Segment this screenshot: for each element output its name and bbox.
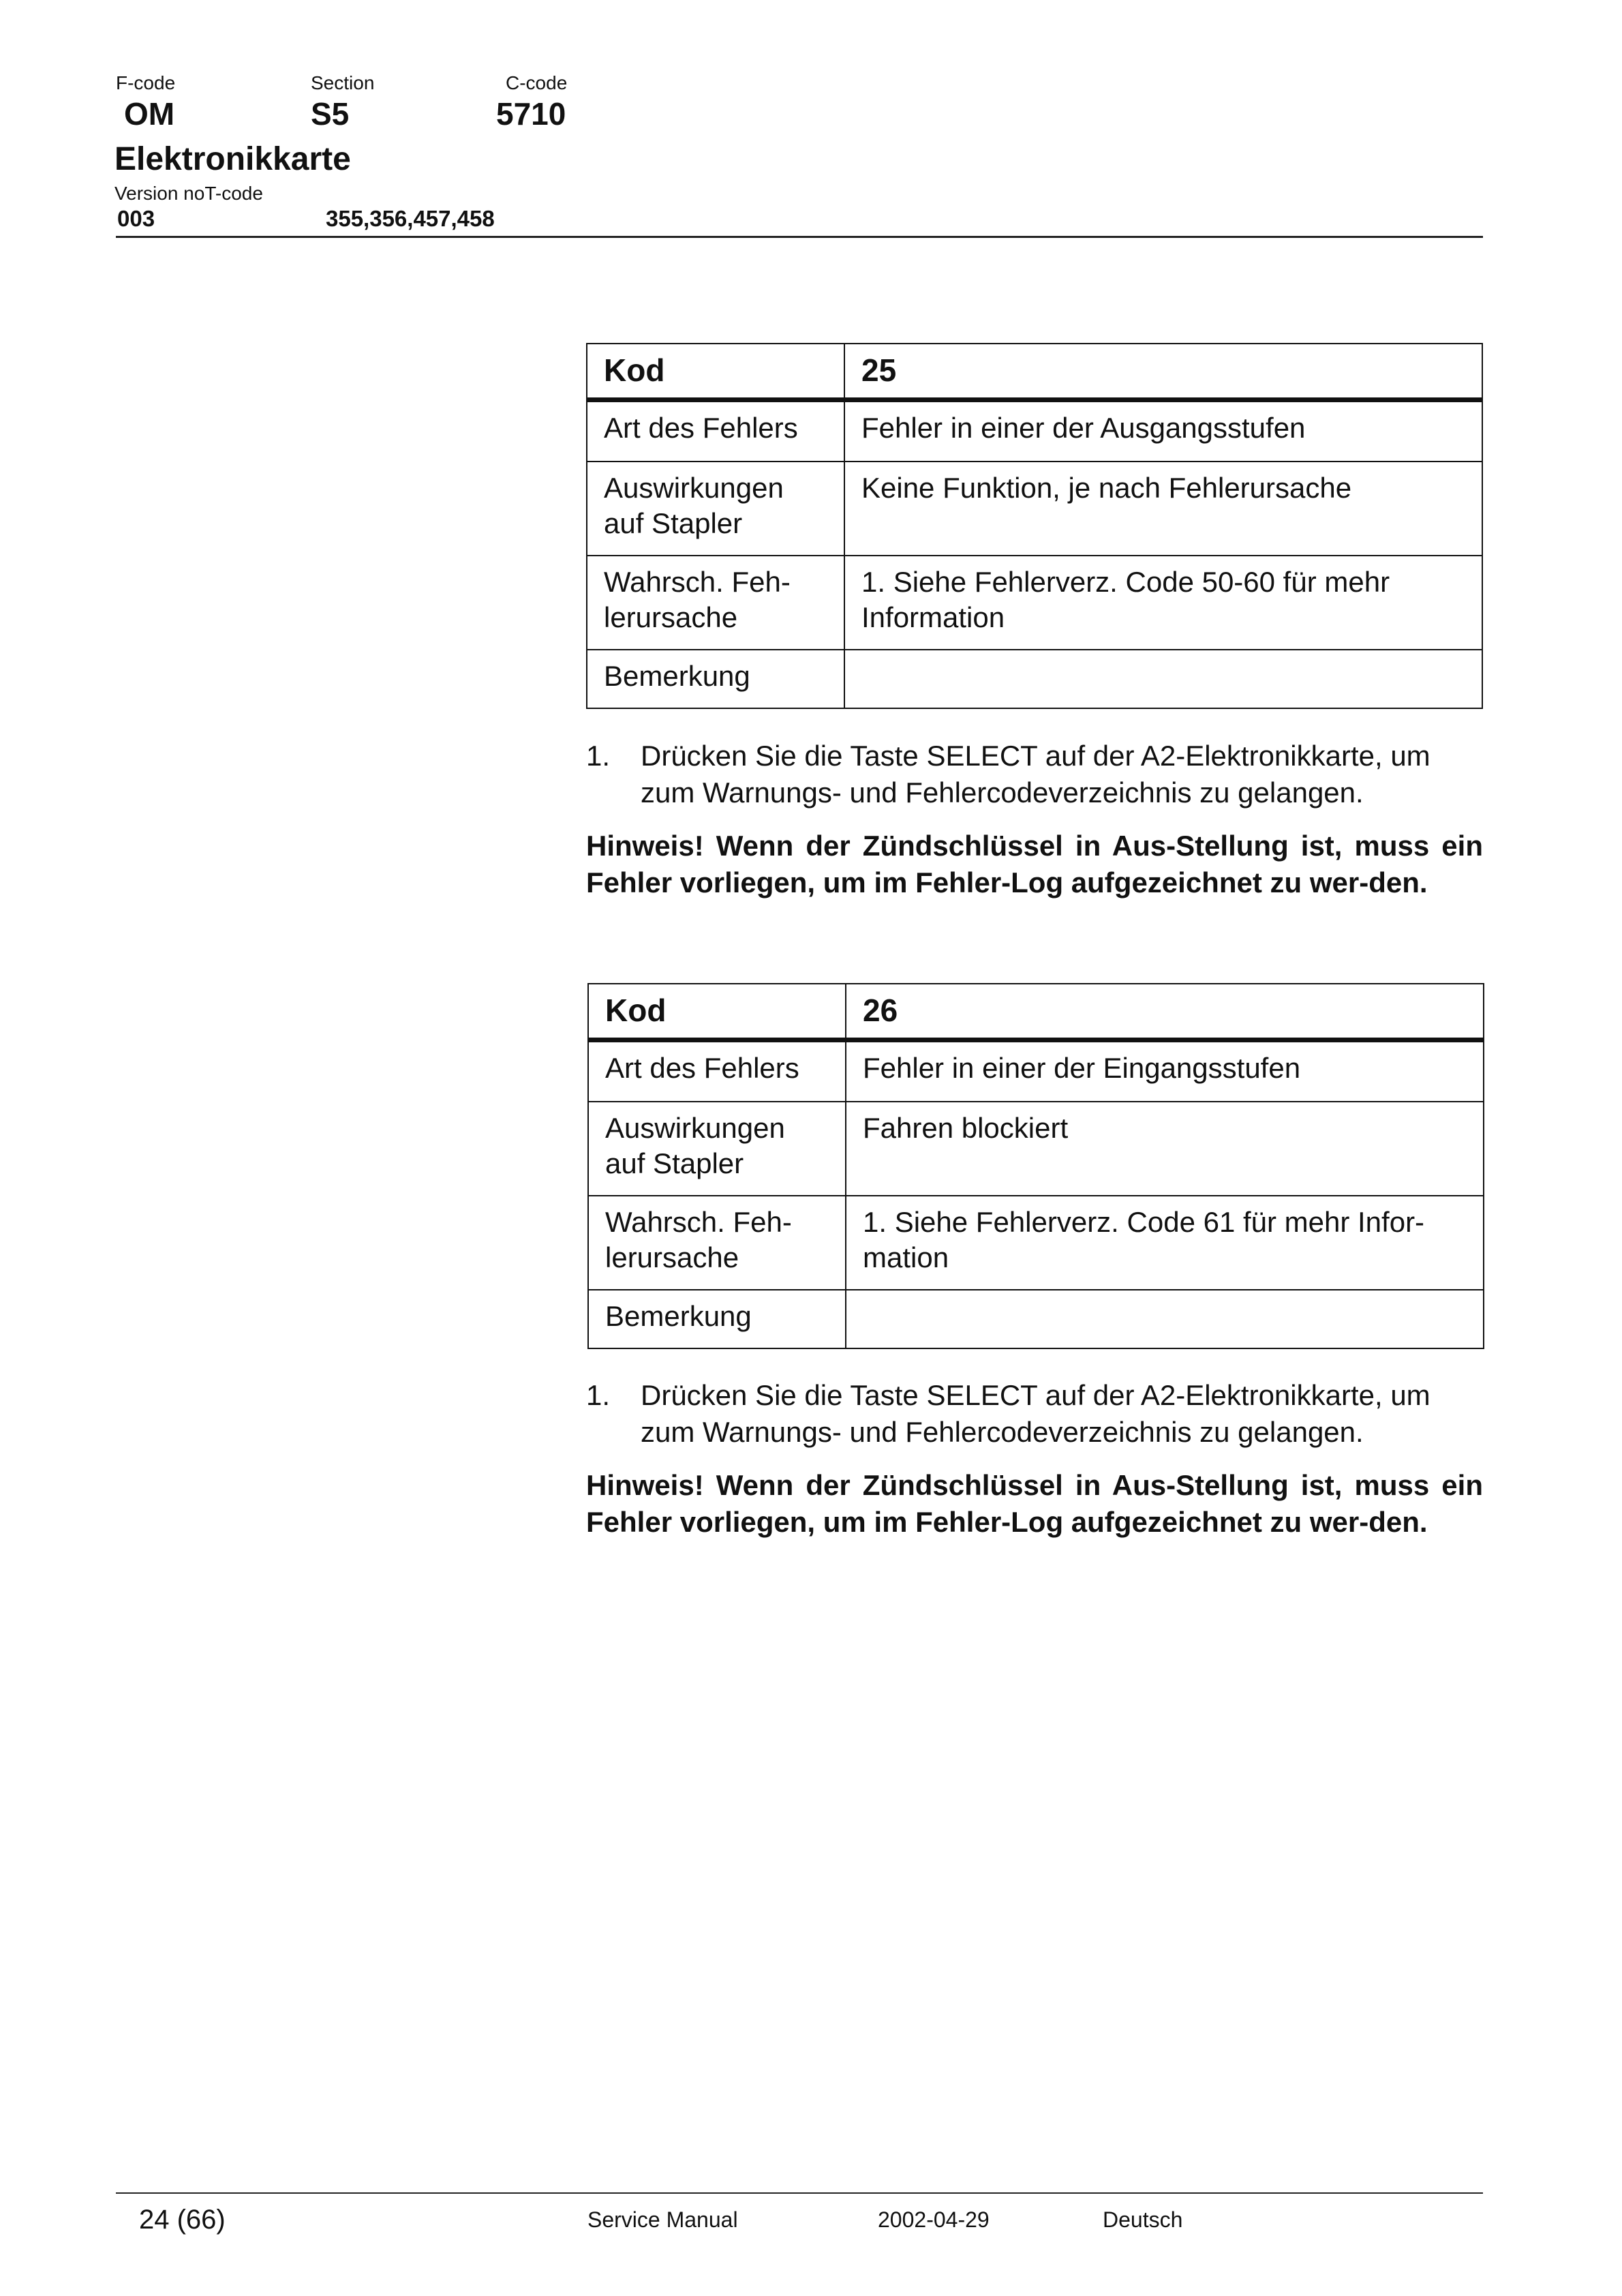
auswirkungen-label: Auswirkungen auf Stapler xyxy=(588,1102,846,1196)
kod-value: 26 xyxy=(846,984,1484,1040)
ursache-label: Wahrsch. Feh-lerursache xyxy=(587,556,844,650)
instruction-step xyxy=(586,738,1483,811)
art-label: Art des Fehlers xyxy=(587,400,844,462)
page-title: Elektronikkarte xyxy=(114,141,351,177)
document-date: 2002-04-29 xyxy=(878,2207,990,2232)
header-rule xyxy=(116,236,1483,238)
kod-value: 25 xyxy=(844,344,1482,400)
version-label: Version noT-code xyxy=(114,183,263,204)
auswirkungen-label: Auswirkungen auf Stapler xyxy=(587,462,844,556)
bemerkung-label: Bemerkung xyxy=(587,650,844,708)
document-type: Service Manual xyxy=(587,2207,738,2232)
page-number: 24 (66) xyxy=(139,2205,226,2235)
instruction-step xyxy=(586,1377,1483,1451)
ursache-value: 1. Siehe Fehlerverz. Code 50-60 für mehr Information xyxy=(844,556,1482,650)
tcode-list: 355,356,457,458 xyxy=(326,206,495,231)
ccode-label: C-code xyxy=(506,72,568,93)
step-number: 1. xyxy=(586,1379,611,1411)
step-number: 1. xyxy=(586,740,611,772)
art-value: Fehler in einer der Ausgangsstufen xyxy=(844,400,1482,462)
hinweis-note: Hinweis! Wenn der Zündschlüssel in Aus-Stellung ist, muss ein Fehler vorliegen, um im Fehler-Log aufgezeichnet zu wer-den. xyxy=(586,830,1483,898)
auswirkungen-value: Fahren blockiert xyxy=(846,1102,1484,1196)
error-code-table-26 xyxy=(587,983,1484,1349)
step-text: Drücken Sie die Taste SELECT auf der A2-Elektronikkarte, um zum Warnungs- und Fehlercodeverzeichnis zu gelangen. xyxy=(641,1379,1430,1448)
kod-label: Kod xyxy=(587,344,844,400)
step-text: Drücken Sie die Taste SELECT auf der A2-Elektronikkarte, um zum Warnungs- und Fehlercodeverzeichnis zu gelangen. xyxy=(641,740,1430,809)
section-value: S5 xyxy=(311,96,350,132)
error-code-table-25 xyxy=(586,343,1483,709)
bemerkung-label: Bemerkung xyxy=(588,1290,846,1348)
fcode-label: F-code xyxy=(116,72,176,93)
section-label: Section xyxy=(311,72,375,93)
bemerkung-value xyxy=(844,650,1482,708)
version-value: 003 xyxy=(117,206,155,231)
fcode-value: OM xyxy=(124,96,175,132)
hinweis-note: Hinweis! Wenn der Zündschlüssel in Aus-Stellung ist, muss ein Fehler vorliegen, um im Fehler-Log aufgezeichnet zu wer-den. xyxy=(586,1469,1483,1538)
document-language: Deutsch xyxy=(1103,2207,1183,2232)
auswirkungen-value: Keine Funktion, je nach Fehlerursache xyxy=(844,462,1482,556)
ccode-value: 5710 xyxy=(496,96,566,132)
kod-label: Kod xyxy=(588,984,846,1040)
ursache-value: 1. Siehe Fehlerverz. Code 61 für mehr Infor-mation xyxy=(846,1196,1484,1290)
bemerkung-value xyxy=(846,1290,1484,1348)
art-label: Art des Fehlers xyxy=(588,1040,846,1102)
footer-rule xyxy=(116,2192,1483,2194)
ursache-label: Wahrsch. Feh-lerursache xyxy=(588,1196,846,1290)
art-value: Fehler in einer der Eingangsstufen xyxy=(846,1040,1484,1102)
